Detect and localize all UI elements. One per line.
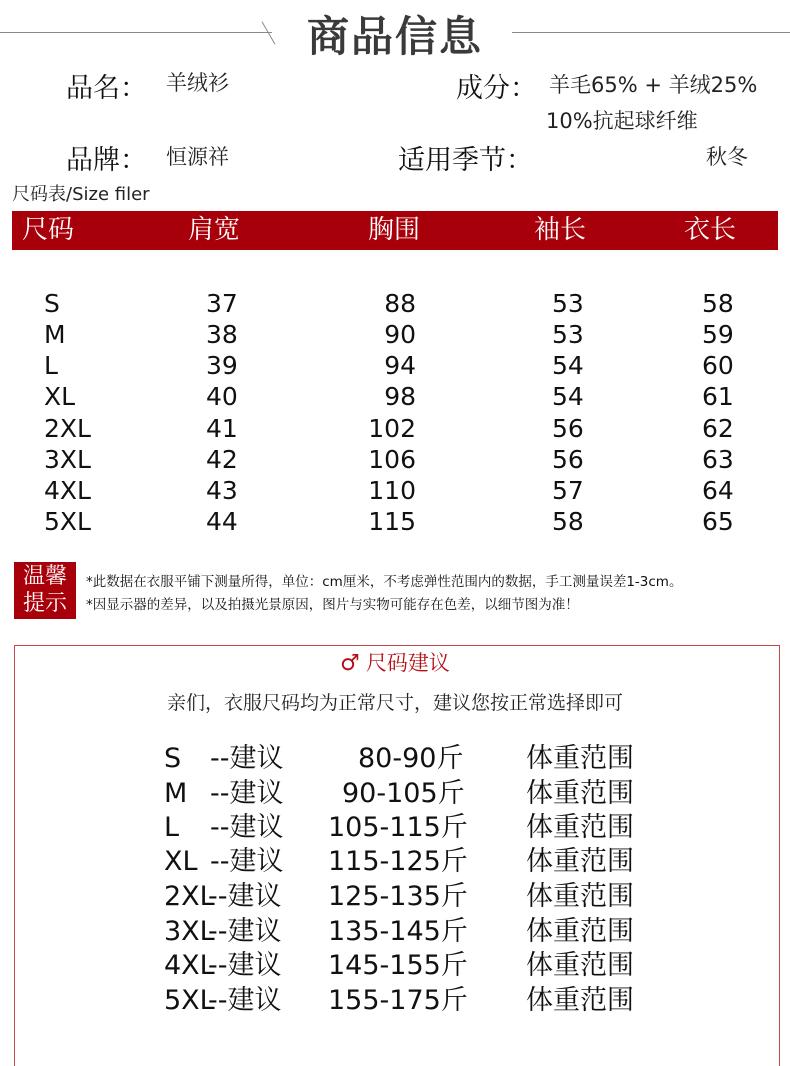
- advice-note: 体重范围: [526, 881, 634, 912]
- cell-shoulder: 38: [206, 320, 238, 349]
- advice-range: 115-125斤: [328, 846, 468, 877]
- cell-size: XL: [44, 382, 76, 411]
- advice-range: 145-155斤: [328, 950, 468, 981]
- header-size: 尺码: [22, 215, 75, 245]
- size-advice-subtitle: 亲们，衣服尺码均为正常尺寸，建议您按正常选择即可: [166, 692, 623, 714]
- cell-length: 63: [702, 445, 734, 474]
- product-name-label: 品名：: [66, 73, 147, 104]
- cell-shoulder: 37: [206, 289, 238, 318]
- advice-note: 体重范围: [526, 743, 634, 774]
- advice-suggest: --建议: [210, 812, 284, 843]
- cell-shoulder: 39: [206, 351, 238, 380]
- cell-chest: 102: [368, 414, 416, 443]
- advice-suggest: --建议: [208, 985, 282, 1016]
- cell-size: M: [44, 320, 66, 349]
- size-table-caption: 尺码表/Size filer: [12, 184, 150, 205]
- cell-chest: 106: [368, 445, 416, 474]
- cell-chest: 88: [384, 289, 416, 318]
- cell-sleeve: 54: [552, 382, 584, 411]
- cell-sleeve: 58: [552, 507, 584, 536]
- advice-size: 3XL: [164, 916, 215, 947]
- advice-suggest: --建议: [210, 778, 284, 809]
- notice-line-2: *因显示器的差异，以及拍摄光景原因，图片与实物可能存在色差，以细节图为准！: [86, 597, 579, 613]
- cell-sleeve: 53: [552, 320, 584, 349]
- cell-chest: 115: [368, 507, 416, 536]
- cell-size: 3XL: [44, 445, 91, 474]
- advice-size: XL: [164, 846, 198, 877]
- cell-length: 58: [702, 289, 734, 318]
- cell-length: 61: [702, 382, 734, 411]
- size-advice-title-text: 尺码建议: [365, 651, 450, 675]
- advice-note: 体重范围: [526, 812, 634, 843]
- male-icon: ♂: [340, 651, 360, 676]
- advice-note: 体重范围: [526, 950, 634, 981]
- cell-chest: 110: [368, 476, 416, 505]
- size-advice-title: [0, 647, 790, 677]
- cell-sleeve: 53: [552, 289, 584, 318]
- advice-suggest: --建议: [210, 846, 284, 877]
- brand-label: 品牌：: [66, 145, 147, 176]
- header-sleeve: 袖长: [534, 215, 587, 245]
- advice-suggest: --建议: [208, 881, 282, 912]
- advice-range: 135-145斤: [328, 916, 468, 947]
- cell-length: 62: [702, 414, 734, 443]
- notice-badge-line-1: 温馨: [22, 564, 67, 589]
- cell-sleeve: 56: [552, 445, 584, 474]
- size-table-header: [12, 211, 778, 250]
- composition-line-2: 10%抗起球纤维: [546, 109, 698, 133]
- cell-size: 2XL: [44, 414, 91, 443]
- cell-chest: 98: [384, 382, 416, 411]
- cell-sleeve: 54: [552, 351, 584, 380]
- cell-size: S: [44, 289, 60, 318]
- advice-size: 5XL: [164, 985, 215, 1016]
- cell-length: 60: [702, 351, 734, 380]
- brand-value: 恒源祥: [166, 145, 229, 169]
- cell-sleeve: 56: [552, 414, 584, 443]
- cell-shoulder: 40: [206, 382, 238, 411]
- advice-range: 155-175斤: [328, 985, 468, 1016]
- cell-shoulder: 41: [206, 414, 238, 443]
- advice-size: 4XL: [164, 950, 215, 981]
- advice-note: 体重范围: [526, 778, 634, 809]
- cell-size: 4XL: [44, 476, 91, 505]
- advice-range: 90-105斤: [342, 778, 465, 809]
- cell-length: 65: [702, 507, 734, 536]
- composition-line-1: 羊毛65% + 羊绒25%: [549, 73, 758, 97]
- season-label: 适用季节：: [398, 145, 533, 176]
- cell-shoulder: 44: [206, 507, 238, 536]
- advice-size: S: [164, 743, 182, 774]
- header-chest: 胸围: [368, 215, 421, 245]
- advice-suggest: --建议: [210, 743, 284, 774]
- advice-size: M: [164, 778, 188, 809]
- advice-note: 体重范围: [526, 846, 634, 877]
- advice-note: 体重范围: [526, 985, 634, 1016]
- advice-range: 80-90斤: [358, 743, 464, 774]
- advice-size: 2XL: [164, 881, 215, 912]
- notice-badge-line-2: 提示: [22, 591, 67, 616]
- cell-chest: 90: [384, 320, 416, 349]
- notice-badge: [14, 562, 76, 619]
- advice-note: 体重范围: [526, 916, 634, 947]
- season-value: 秋冬: [706, 145, 748, 169]
- cell-sleeve: 57: [552, 476, 584, 505]
- page-title: 商品信息: [306, 12, 483, 61]
- cell-length: 64: [702, 476, 734, 505]
- product-name-value: 羊绒衫: [166, 71, 229, 95]
- cell-chest: 94: [384, 351, 416, 380]
- advice-range: 125-135斤: [328, 881, 468, 912]
- notice-line-1: *此数据在衣服平铺下测量所得，单位：cm厘米，不考虑弹性范围内的数据，手工测量误差1-3cm。: [86, 574, 683, 590]
- cell-shoulder: 43: [206, 476, 238, 505]
- advice-range: 105-115斤: [328, 812, 468, 843]
- cell-length: 59: [702, 320, 734, 349]
- cell-size: L: [44, 351, 58, 380]
- header-length: 衣长: [684, 215, 737, 245]
- advice-suggest: --建议: [208, 916, 282, 947]
- advice-suggest: --建议: [208, 950, 282, 981]
- cell-shoulder: 42: [206, 445, 238, 474]
- cell-size: 5XL: [44, 507, 91, 536]
- advice-size: L: [164, 812, 180, 843]
- composition-label: 成分：: [456, 73, 537, 104]
- header-shoulder: 肩宽: [188, 215, 241, 245]
